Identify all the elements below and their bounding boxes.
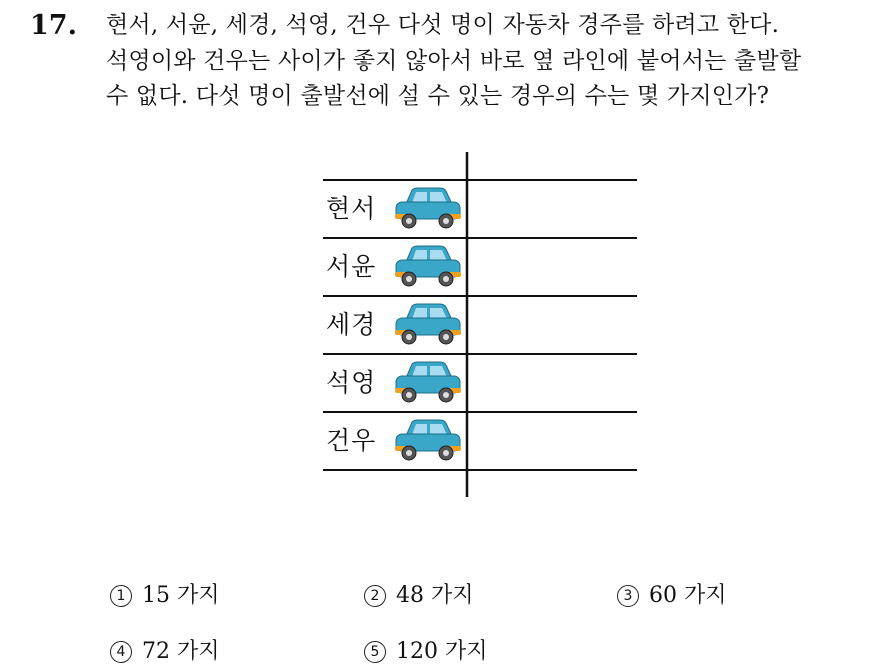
choice-2[interactable] <box>364 582 474 610</box>
car-icon <box>392 186 464 230</box>
car-icon <box>392 360 464 404</box>
car-icon <box>392 302 464 346</box>
lane-label-3: 세경 <box>326 310 377 339</box>
question-number: 17. <box>30 10 77 41</box>
choice-3[interactable] <box>617 582 727 610</box>
lane-label-2: 서윤 <box>326 252 377 281</box>
choice-mark: 4 <box>110 641 132 663</box>
lane-label-4: 석영 <box>326 368 377 397</box>
choice-1[interactable] <box>110 582 220 610</box>
question-line-3: 수 없다. 다섯 명이 출발선에 설 수 있는 경우의 수는 몇 가지인가? <box>106 83 770 109</box>
choice-text: 72 가지 <box>142 639 220 664</box>
question-text <box>106 8 876 115</box>
car-icon <box>392 244 464 288</box>
question-line-2: 석영이와 건우는 사이가 좋지 않아서 바로 옆 라인에 붙어서는 출발할 <box>106 47 802 74</box>
choice-mark: 2 <box>364 585 386 607</box>
choice-text: 48 가지 <box>396 583 474 608</box>
choice-text: 15 가지 <box>142 583 220 608</box>
lane-label-5: 건우 <box>326 426 377 455</box>
question-line-1: 현서, 서윤, 세경, 석영, 건우 다섯 명이 자동차 경주를 하려고 한다. <box>106 12 780 38</box>
car-icon <box>392 418 464 462</box>
choice-5[interactable] <box>364 638 488 666</box>
choice-mark: 1 <box>110 585 132 607</box>
choice-mark: 5 <box>364 641 386 663</box>
choice-4[interactable] <box>110 638 220 666</box>
choice-text: 60 가지 <box>649 583 727 608</box>
choice-mark: 3 <box>617 585 639 607</box>
lane-label-1: 현서 <box>326 194 377 223</box>
choice-text: 120 가지 <box>396 639 488 664</box>
